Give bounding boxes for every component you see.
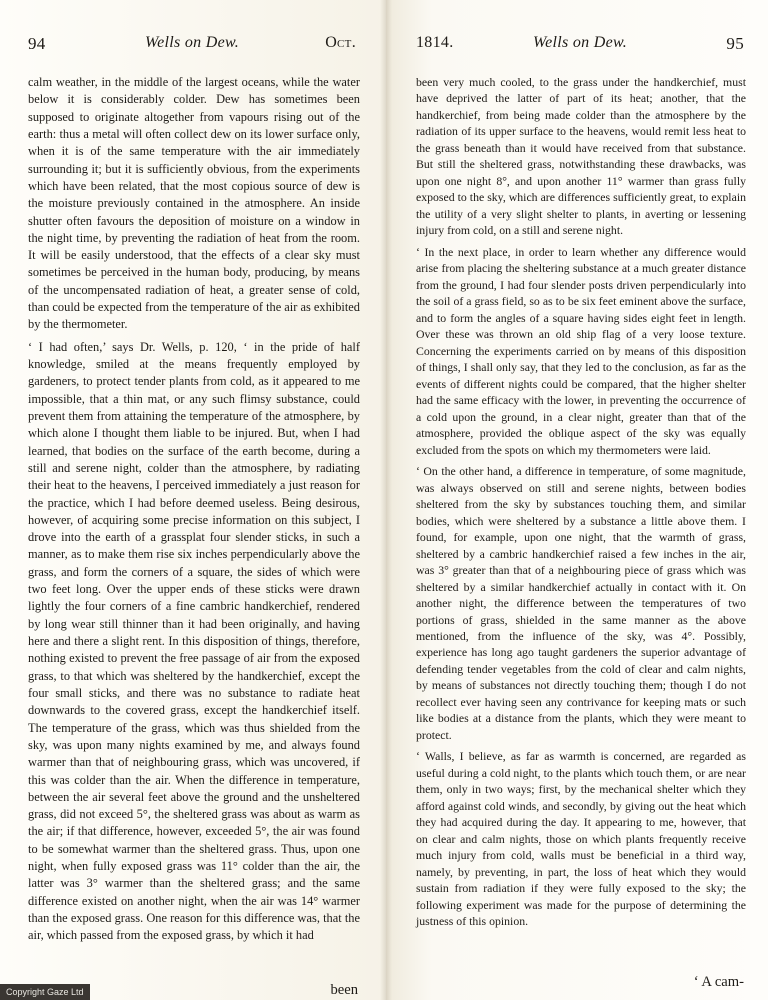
right-paragraph-4: ‘ Walls, I believe, as far as warmth is concerned, are regarded as useful during a cold night, to the plants which touch them, or are near them, only in two ways; first, by the mechanical shelter which they afford against cold winds, and secondly, by giving out the heat which they had acquired during the day. It appearing to me, however, that on clear and calm nights, those on which plants frequently receive much injury from cold, walls must be beneficial in a third way, namely, by preventing, in part, the loss of heat which they would sustain from radiation if they were fully exposed to the sky; the following experiment was made for the purpose of determining the justness of this opinion. <box>416 749 746 929</box>
left-paragraph-2: ‘ I had often,’ says Dr. Wells, p. 120, ‘ in the pride of half knowledge, smiled at the means frequently employed by gardeners, to protect tender plants from cold, as it appeared to me impossible, that a thin mat, or any such flimsy substance, could prevent them from attaining the temperature of the atmosphere, by which alone I thought them liable to be injured. But, when I had learned, that bodies on the surface of the earth become, during a still and serene night, colder than the atmosphere, by radiating their heat to the heavens, I perceived immediately a just reason for the practice, which I had before deemed useless. Being desirous, however, of acquiring some precise information on this subject, I drove into the earth of a grassplat four slender sticks, in such a manner, as to make them rise six inches perpendicularly above the grass, and form the corners of a square, the sides of which were two feet long. Over the upper ends of these sticks were drawn lightly the four corners of a fine cambric handkerchief, rendered by long wear still thinner than it had been originally, and having here and there a slight rent. In this disposition of things, therefore, nothing existed to prevent the free passage of air from the exposed grass, to that which was sheltered by the handkerchief, except the four small sticks, and there was no substance to radiate heat downwards to the covered grass, except the handkerchief itself. The temperature of the grass, which was thus shielded from the sky, was upon many nights examined by me, and always found warmer than that of neighbouring grass, which was uncovered, if this was colder than the air. When the difference in temperature, between the air several feet above the ground and the unsheltered grass, did not exceed 5°, the sheltered grass was about as warm as the air; if that difference, however, exceeded 5°, the air was found to be somewhat warmer than the sheltered grass. Thus, upon one night, when fully exposed grass was 11° colder than the air, the latter was 3° warmer than the sheltered grass; and the same difference existed on another night, when the air was 14° warmer than the exposed grass. One reason for this difference was, that the air, which passed from the exposed grass, by which it had <box>28 339 360 943</box>
copyright-watermark: Copyright Gaze Ltd <box>0 984 90 1000</box>
left-paragraph-1: calm weather, in the middle of the largest oceans, while the water below it is considerably colder. Dew has sometimes been supposed to originate altogether from vapours rising out of the earth: thus a metal will often collect dew on its lower surface only, when it is of the same temperature with the air immediately surrounding it; but it is sufficiently obvious, from the experiments which have been related, that the most copious source of dew is the moisture previously contained in the atmosphere. An inside shutter often favours the deposition of moisture on a window in the night time, by preventing the radiation of heat from the room. It will be easily understood, that the effects of a clear sky must sometimes be perceived in the human body, producing, by means of the uncompensated radiation of heat, a greater sense of cold, than could be expected from the temperature of the air as exhibited by the thermometer. <box>28 75 360 332</box>
right-paragraph-1: been very much cooled, to the grass under the handkerchief, must have deprived the latter of part of its heat; another, that the handkerchief, from being made colder than the atmosphere by the radiation of its upper surface to the heavens, would remit less heat to the grass beneath than it would have received from that substance. But still the sheltered grass, notwithstanding these drawbacks, was upon one night 8°, and upon another 11° warmer than grass fully exposed to the sky, which are differences sufficiently great, to explain the utility of a very slight shelter to plants, in averting or lessening injury from cold, on a still and serene night. <box>416 75 746 238</box>
left-catchword: been <box>330 982 358 998</box>
left-running-head: Wells on Dew. <box>144 34 240 51</box>
right-running-head: Wells on Dew. <box>532 34 628 51</box>
right-page-number: 95 <box>726 34 744 53</box>
right-page-year: 1814. <box>416 34 454 51</box>
left-page-number: 94 <box>28 34 46 53</box>
left-page-month: Oct. <box>325 34 356 51</box>
left-page-body <box>28 74 360 945</box>
left-page-header <box>28 34 356 60</box>
book-gutter <box>380 0 392 1000</box>
right-page-header <box>416 34 744 60</box>
right-catchword: ‘ A cam- <box>693 974 744 990</box>
right-paragraph-2: ‘ In the next place, in order to learn whether any difference would arise from placing the sheltering substance at a much greater distance from the ground, I had four slender posts driven perpendicularly into the soil of a grass field, so as to be six feet eminent above the surface, and to form the angles of a square having sides eight feet in length. Over these was thrown an old ship flag of a very loose texture. Concerning the experiments carried on by means of this disposition of things, I shall only say, that they led to the conclusion, as far as the events of different nights could be compared, that the higher shelter had the same efficacy with the lower, in preventing the occurrence of a cold upon the ground, in a clear night, greater than that of the atmosphere, provided the oblique aspect of the sky was equally excluded from the spots on which my thermometers were laid. <box>416 244 746 457</box>
right-page-body <box>416 74 746 930</box>
right-page <box>386 0 768 1000</box>
right-paragraph-3: ‘ On the other hand, a difference in temperature, of some magnitude, was always observed on still and serene nights, between bodies sheltered from the sky by substances touching them, and similar bodies, which were sheltered by a substance a little above them. I found, for example, upon one night, that the warmth of grass, sheltered by a cambric handkerchief raised a few inches in the air, was 3° greater than that of a neighbouring piece of grass which was sheltered by a similar handkerchief actually in contact with it. On another night, the difference between the temperatures of two portions of grass, shielded in the same manner as the above mentioned, from the influence of the sky, was 4°. Possibly, experience has long ago taught gardeners the superior advantage of defending tender vegetables from the cold of clear and calm nights, by means of substances not directly touching them; though I do not recollect ever having seen any contrivance for keeping mats or such like bodies at a distance from the plants, which they were meant to protect. <box>416 464 746 742</box>
